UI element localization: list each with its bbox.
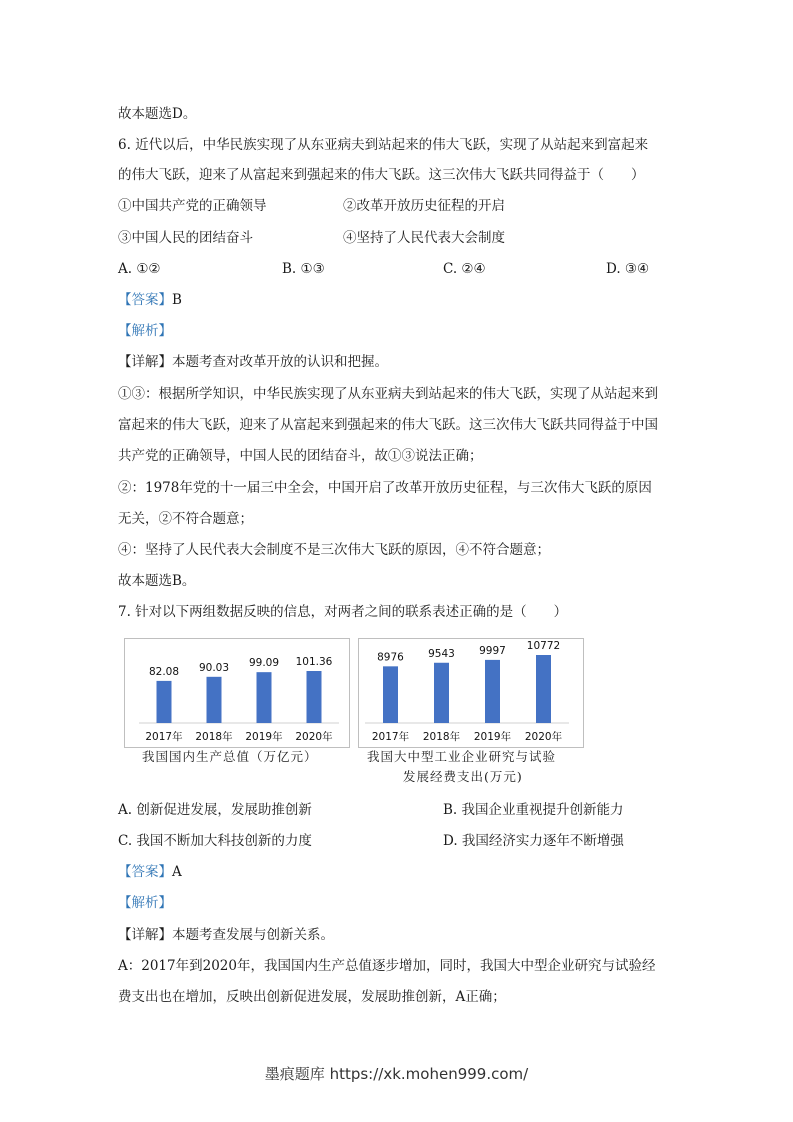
q7-detail bbox=[118, 925, 334, 945]
category-label-2: 2019年 bbox=[473, 731, 512, 743]
category-label-1: 2018年 bbox=[422, 731, 461, 743]
gdp-bar-chart bbox=[125, 639, 349, 747]
rd-chart-frame bbox=[358, 638, 584, 748]
q6-explain-1: ①③：根据所学知识，中华民族实现了从东亚病夫到站起来的伟大飞跃，实现了从站起来到 bbox=[118, 386, 658, 402]
question-7-stem: 7. 针对以下两组数据反映的信息，对两者之间的联系表述正确的是（ ） bbox=[118, 604, 568, 620]
rd-bar-chart bbox=[359, 639, 583, 747]
q6-statement-2: ②改革开放历史征程的开启 bbox=[343, 198, 505, 214]
rd-chart-caption-1: 我国大中型工业企业研究与试验 bbox=[367, 749, 557, 764]
category-label-2: 2019年 bbox=[245, 731, 283, 743]
q6-explain-4: ②：1978年党的十一届三中全会，中国开启了改革开放历史征程，与三次伟大飞跃的原因 bbox=[118, 480, 652, 496]
data-label-3: 10772 bbox=[526, 640, 561, 652]
q6-detail bbox=[118, 352, 388, 372]
q6-explain-2: 富起来的伟大飞跃，迎来了从富起来到强起来的伟大飞跃。这三次伟大飞跃共同得益于中国 bbox=[118, 417, 658, 433]
data-label-2: 99.09 bbox=[248, 657, 280, 670]
q7-explain-1: A：2017年到2020年，我国国内生产总值逐步增加，同时，我国大中型企业研究与试验经 bbox=[118, 958, 656, 974]
footer-watermark: 墨痕题库 https://xk.mohen999.com/ bbox=[264, 1065, 529, 1083]
bar-3 bbox=[536, 655, 551, 723]
detail-label: 【详解】 bbox=[118, 927, 172, 943]
detail-label: 【详解】 bbox=[118, 354, 172, 370]
q6-explain-3: 共产党的正确领导，中国人民的团结奋斗，故①③说法正确； bbox=[118, 448, 483, 464]
q6-option-a: A. ①② bbox=[118, 261, 161, 277]
q6-statement-1: ①中国共产党的正确领导 bbox=[118, 198, 267, 214]
answer-value: B bbox=[172, 292, 182, 308]
q7-answer bbox=[118, 862, 182, 882]
category-label-3: 2020年 bbox=[524, 731, 563, 743]
q7-option-b: B. 我国企业重视提升创新能力 bbox=[443, 802, 624, 818]
q7-option-a: A. 创新促进发展，发展助推创新 bbox=[118, 802, 312, 818]
answer-label: 【答案】 bbox=[118, 864, 172, 880]
text-line: 故本题选D。 bbox=[118, 106, 197, 122]
bar-1 bbox=[207, 677, 222, 723]
q6-option-d: D. ③④ bbox=[606, 261, 650, 277]
bar-0 bbox=[157, 681, 172, 723]
detail-text: 本题考查发展与创新关系。 bbox=[172, 927, 334, 943]
q6-explain-7: 故本题选B。 bbox=[118, 573, 196, 589]
q6-analysis-label: 【解析】 bbox=[118, 323, 172, 339]
q6-explain-6: ④：坚持了人民代表大会制度不是三次伟大飞跃的原因，④不符合题意； bbox=[118, 542, 550, 558]
question-6-stem-cont: 的伟大飞跃，迎来了从富起来到强起来的伟大飞跃。这三次伟大飞跃共同得益于（ ） bbox=[118, 167, 645, 183]
gdp-chart-caption: 我国国内生产总值（万亿元） bbox=[142, 749, 318, 764]
q6-statement-4: ④坚持了人民代表大会制度 bbox=[343, 230, 505, 246]
data-label-3: 101.36 bbox=[295, 656, 333, 668]
answer-value: A bbox=[172, 864, 182, 880]
q6-explain-5: 无关，②不符合题意； bbox=[118, 511, 253, 527]
category-label-0: 2017年 bbox=[145, 731, 183, 743]
q6-option-b: B. ①③ bbox=[282, 261, 325, 277]
q6-option-c: C. ②④ bbox=[443, 261, 486, 277]
gdp-chart-frame bbox=[124, 638, 350, 748]
q7-option-d: D. 我国经济实力逐年不断增强 bbox=[443, 833, 624, 849]
category-label-0: 2017年 bbox=[371, 731, 410, 743]
bar-2 bbox=[257, 672, 272, 723]
q7-explain-2: 费支出也在增加，反映出创新促进发展，发展助推创新，A正确； bbox=[118, 989, 506, 1005]
bar-0 bbox=[383, 666, 398, 723]
q7-analysis-label: 【解析】 bbox=[118, 895, 172, 911]
data-label-2: 9997 bbox=[479, 644, 506, 657]
data-label-1: 9543 bbox=[428, 647, 455, 660]
data-label-0: 82.08 bbox=[148, 665, 180, 678]
bar-1 bbox=[434, 663, 449, 723]
category-label-3: 2020年 bbox=[295, 731, 333, 743]
bar-3 bbox=[307, 671, 322, 723]
detail-text: 本题考查对改革开放的认识和把握。 bbox=[172, 354, 388, 370]
q7-option-c: C. 我国不断加大科技创新的力度 bbox=[118, 833, 312, 849]
q6-statement-3: ③中国人民的团结奋斗 bbox=[118, 230, 253, 246]
q6-answer bbox=[118, 290, 182, 310]
category-label-1: 2018年 bbox=[195, 731, 233, 743]
question-6-stem: 6. 近代以后，中华民族实现了从东亚病夫到站起来的伟大飞跃，实现了从站起来到富起来 bbox=[118, 137, 649, 153]
rd-chart-caption-2: 发展经费支出(万元) bbox=[403, 769, 523, 784]
data-label-1: 90.03 bbox=[198, 661, 230, 674]
bar-2 bbox=[485, 660, 500, 723]
data-label-0: 8976 bbox=[377, 651, 404, 664]
answer-label: 【答案】 bbox=[118, 292, 172, 308]
